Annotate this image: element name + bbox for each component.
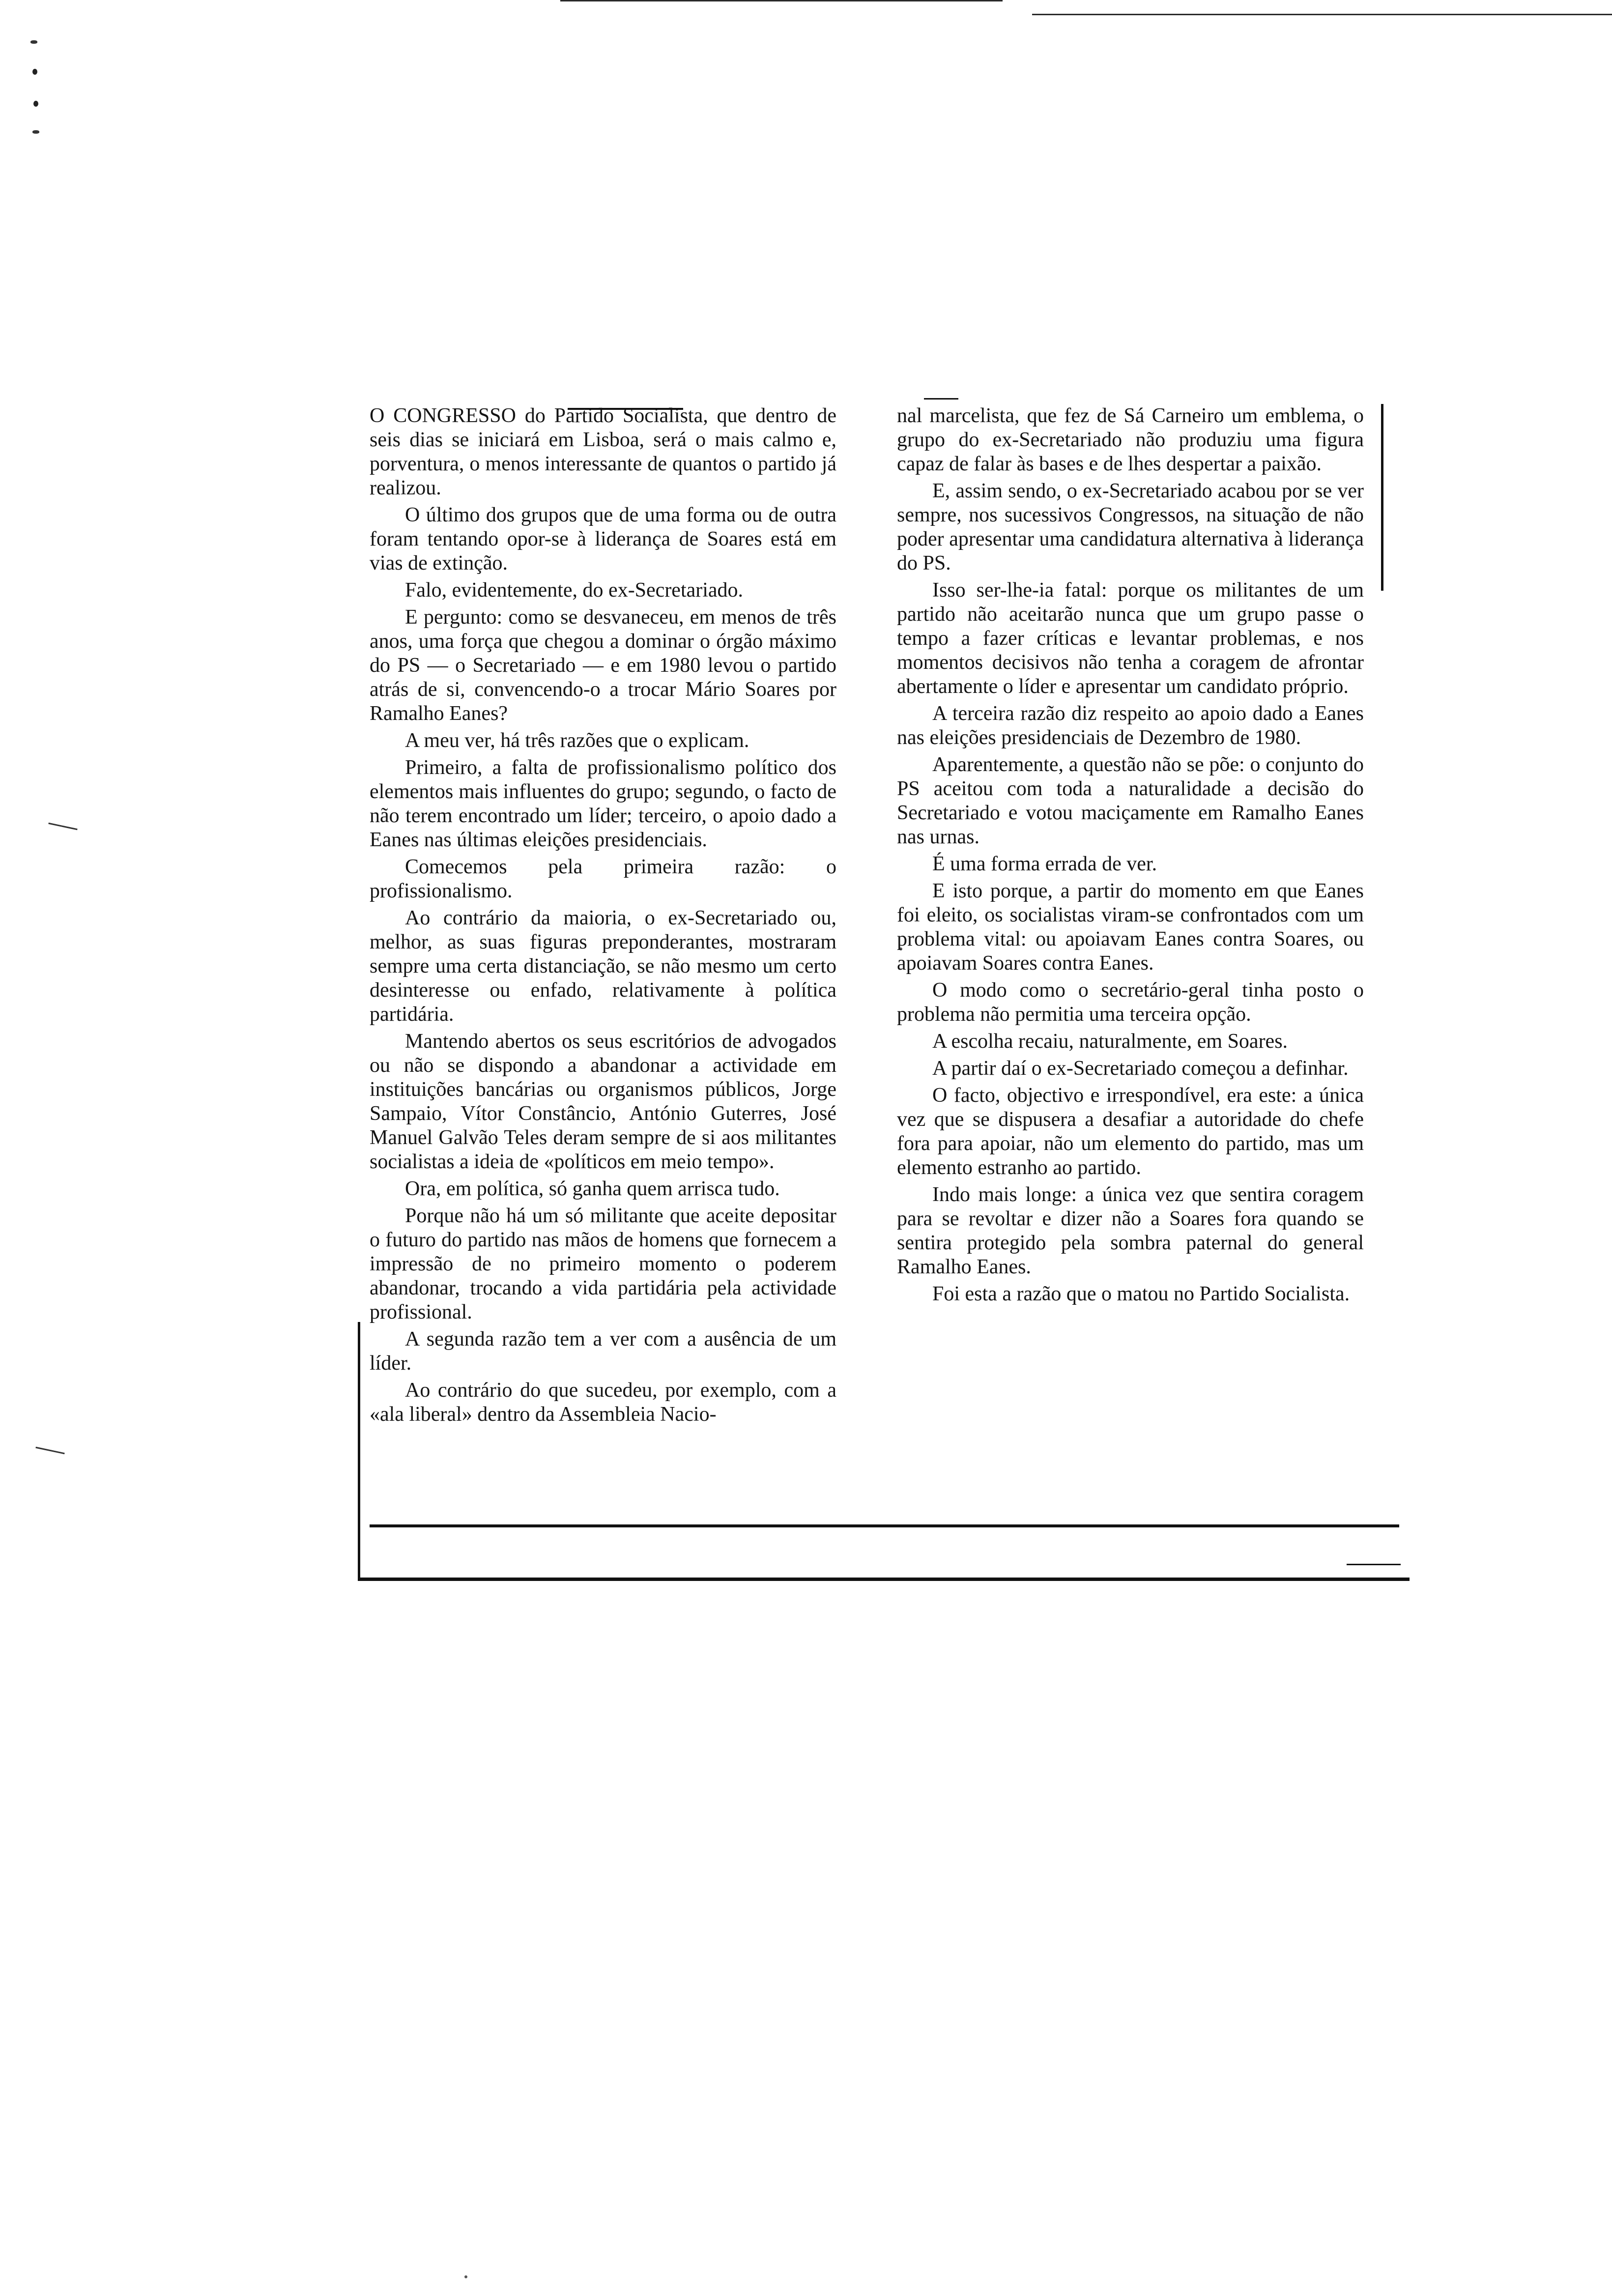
right-border-rule xyxy=(1381,404,1383,591)
paragraph: nal marcelista, que fez de Sá Carneiro um emblema, o grupo do ex-Secretariado não produziu uma figura capaz de falar às bases e de lhes despertar a paixão. xyxy=(897,404,1364,475)
paragraph: O modo como o secretário-geral tinha posto o problema não permitia uma terceira opção. xyxy=(897,979,1364,1026)
paragraph: Mantendo abertos os seus escritórios de advogados ou não se dispondo a abandonar a actividade em instituições bancárias ou organismos públicos, Jorge Sampaio, Vítor Constâncio, António Guterres, José Manuel Galvão Teles deram sempre de si aos militantes socialistas a ideia de «políticos em meio tempo». xyxy=(370,1030,836,1173)
paragraph: Ao contrário da maioria, o ex-Secretariado ou, melhor, as suas figuras preponderantes, mostraram sempre uma certa distanciação, se não mesmo um certo desinteresse ou enfado, relativamente à política partidária. xyxy=(370,907,836,1026)
paragraph: E pergunto: como se desvaneceu, em menos de três anos, uma força que chegou a dominar o órgão máximo do PS — o Secretariado — e em 1980 levou o partido atrás de si, convencendo-o a trocar Mário Soares por Ramalho Eanes? xyxy=(370,606,836,725)
paragraph: O CONGRESSO do Partido Socialista, que dentro de seis dias se iniciará em Lisboa, será o mais calmo e, porventura, o menos interessante de quantos o partido já realizou. xyxy=(370,404,836,499)
paragraph: Porque não há um só militante que aceite depositar o futuro do partido nas mãos de homens que fornecem a impressão de no primeiro momento o poderem abandonar, trocando a vida partidária pela actividade profissional. xyxy=(370,1205,836,1323)
paragraph: O facto, objectivo e irrespondível, era este: a única vez que se dispusera a desafiar a autoridade do chefe fora para apoiar, não um elemento do partido, mas um elemento estranho ao partido. xyxy=(897,1084,1364,1179)
paragraph: Falo, evidentemente, do ex-Secretariado. xyxy=(405,579,744,602)
article-right-column xyxy=(897,404,1364,1534)
binder-mark xyxy=(32,69,37,75)
scan-dash xyxy=(35,1447,64,1454)
paragraph: Ao contrário do que sucedeu, por exemplo, com a «ala liberal» dentro da Assembleia Nacio- xyxy=(370,1379,836,1426)
scan-edge-line xyxy=(560,0,1003,1)
paragraph: A meu ver, há três razões que o explicam. xyxy=(405,729,749,752)
left-border-rule xyxy=(358,1322,360,1578)
paragraph: A partir daí o ex-Secretariado começou a definhar. xyxy=(932,1057,1349,1080)
paragraph: É uma forma errada de ver. xyxy=(932,853,1157,875)
paragraph: Foi esta a razão que o matou no Partido Socialista. xyxy=(932,1283,1350,1305)
paragraph: Ora, em política, só ganha quem arrisca tudo. xyxy=(405,1177,780,1200)
paragraph: A segunda razão tem a ver com a ausência de um líder. xyxy=(370,1328,836,1375)
bottom-rule-3 xyxy=(1347,1564,1401,1565)
paragraph: A terceira razão diz respeito ao apoio dado a Eanes nas eleições presidenciais de Dezembro de 1980. xyxy=(897,702,1364,749)
binder-mark xyxy=(32,130,39,134)
article-left-column xyxy=(370,404,836,1534)
paragraph: Aparentemente, a questão não se põe: o conjunto do PS aceitou com toda a naturalidade a decisão do Secretariado e votou maciçamente em Ramalho Eanes nas urnas. xyxy=(897,753,1364,848)
top-rule-right xyxy=(924,398,958,400)
paragraph: A escolha recaiu, naturalmente, em Soares. xyxy=(932,1030,1288,1053)
scan-speck xyxy=(464,2275,467,2278)
binder-mark xyxy=(30,40,37,44)
paragraph: E, assim sendo, o ex-Secretariado acabou por se ver sempre, nos sucessivos Congressos, na situação de não poder apresentar uma candidatura alternativa à liderança do PS. xyxy=(897,480,1364,574)
paragraph: Comecemos pela primeira razão: o profissionalismo. xyxy=(370,856,836,902)
paragraph: E isto porque, a partir do momento em que Eanes foi eleito, os socialistas viram-se confrontados com um problema vital: ou apoiavam Eanes contra Soares, ou apoiavam Soares contra Eanes. xyxy=(897,880,1364,975)
paragraph: Isso ser-lhe-ia fatal: porque os militantes de um partido não aceitarão nunca que um grupo passe o tempo a fazer críticas e levantar problemas, e nos momentos decisivos não tenha a coragem de afrontar abertamente o líder e apresentar um candidato próprio. xyxy=(897,579,1364,698)
scan-dash xyxy=(48,823,77,830)
scan-edge-line xyxy=(1032,14,1612,15)
bottom-rule-2 xyxy=(358,1578,1410,1581)
binder-mark xyxy=(33,101,38,107)
paragraph: Primeiro, a falta de profissionalismo político dos elementos mais influentes do grupo; segundo, o facto de não terem encontrado um líder; terceiro, o apoio dado a Eanes nas últimas eleições presidenciais. xyxy=(370,756,836,851)
paragraph: Indo mais longe: a única vez que sentira coragem para se revoltar e dizer não a Soares fora quando se sentira protegido pela sombra paternal do general Ramalho Eanes. xyxy=(897,1183,1364,1278)
paragraph: O último dos grupos que de uma forma ou de outra foram tentando opor-se à liderança de Soares está em vias de extinção. xyxy=(370,504,836,574)
